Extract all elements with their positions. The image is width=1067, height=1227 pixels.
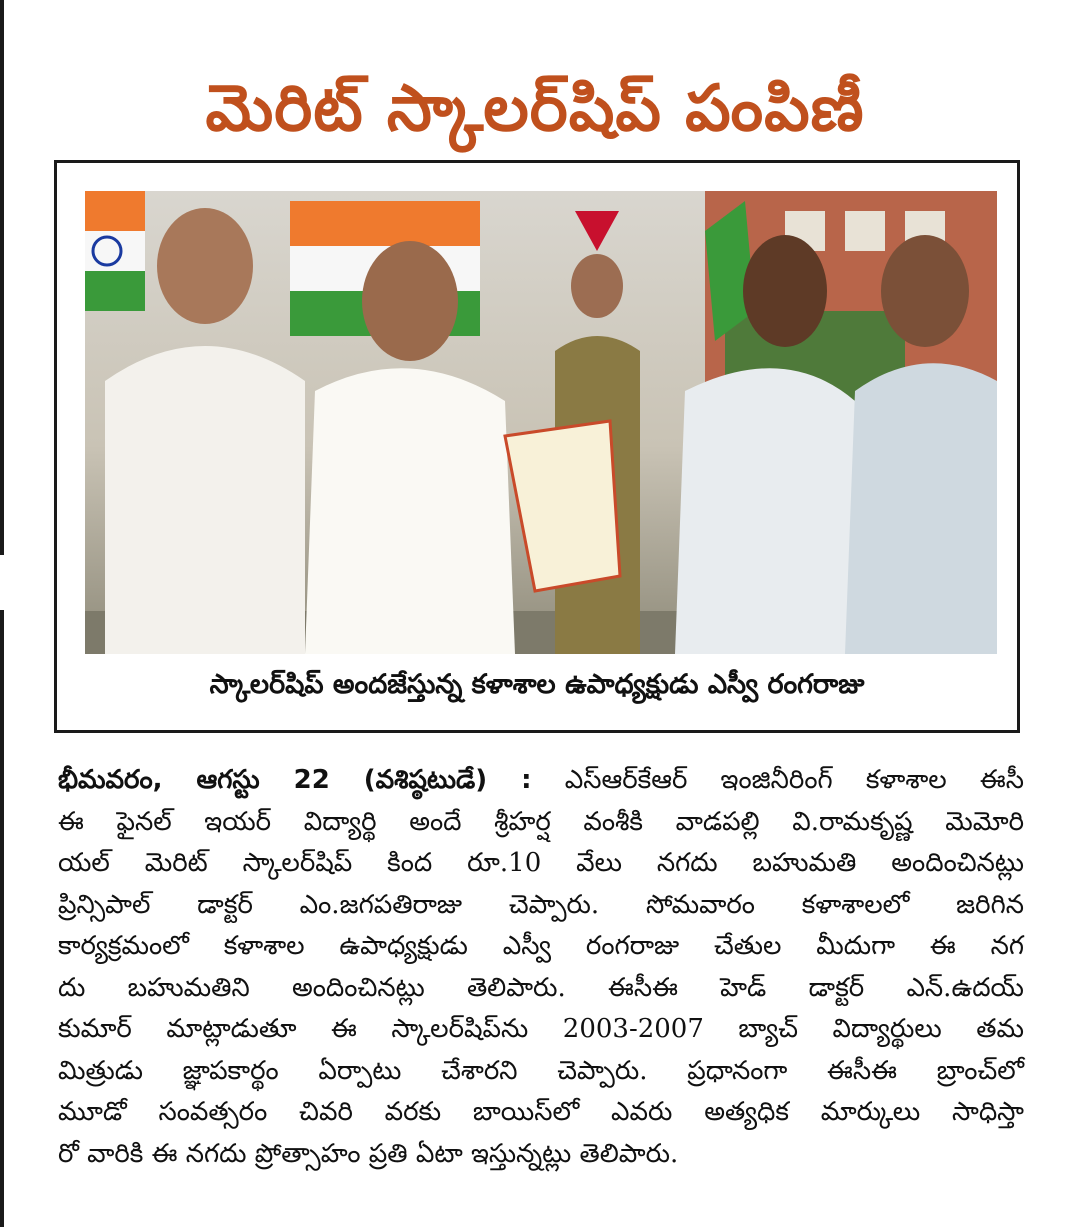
- body-line: ఈ ఫైనల్ ఇయర్ విద్యార్థి అందే శ్రీహర్ష వంశీకి వాడపల్లి వి.రామకృష్ణ మెమోరి: [58, 806, 1024, 837]
- person-shirt: [305, 368, 515, 654]
- person-shirt: [845, 363, 997, 654]
- building-window: [845, 211, 885, 251]
- photo-illustration: [85, 191, 997, 654]
- person-face: [362, 241, 458, 361]
- body-line: కార్యక్రమంలో కళాశాల ఉపాధ్యక్షుడు ఎస్వీ రంగరాజు చేతుల మీదుగా ఈ నగ: [58, 931, 1024, 961]
- mannequin-plume: [575, 211, 619, 251]
- person-face: [157, 208, 253, 324]
- headline: మెరిట్ స్కాలర్‌షిప్ పంపిణీ: [205, 71, 865, 146]
- flag-saffron: [85, 191, 145, 231]
- body-line-last: రో వారికి ఈ నగదు ప్రోత్సాహం ప్రతి ఏటా ఇస్తున్నట్లు తెలిపారు.: [58, 1138, 679, 1169]
- column-rule-top: [0, 0, 4, 555]
- mannequin-face: [571, 254, 623, 318]
- person-shirt: [675, 368, 855, 654]
- photo-caption: స్కాలర్‌షిప్ అందజేస్తున్న కళాశాల ఉపాధ్యక్షుడు ఎస్వీ రంగరాజు: [209, 669, 865, 700]
- body-line: ప్రిన్సిపాల్ డాక్టర్ ఎం.జగపతిరాజు చెప్పారు. సోమవారం కళాశాలలో జరిగిన: [58, 889, 1024, 920]
- dateline: భీమవరం, ఆగస్టు 22 (వశిష్ఠటుడే) :: [58, 765, 532, 795]
- news-photo: [85, 191, 997, 654]
- body-line-1: భీమవరం, ఆగస్టు 22 (వశిష్ఠటుడే) : ఎస్ఆర్‌కేఆర్ ఇంజినీరింగ్ కళాశాల ఈసీ: [58, 765, 1025, 795]
- column-rule-bottom: [0, 610, 4, 1227]
- person-shirt: [105, 346, 305, 654]
- person-face: [881, 235, 969, 347]
- flag-green: [85, 271, 145, 311]
- person-face: [743, 235, 827, 347]
- body-line: కుమార్ మాట్లాడుతూ ఈ స్కాలర్‌షిప్‌ను 2003-2007 బ్యాచ్ విద్యార్థులు తమ: [58, 1014, 1024, 1044]
- flag-saffron: [290, 201, 480, 246]
- article-body: [58, 760, 1024, 1175]
- certificate: [505, 421, 620, 591]
- photo-frame: [54, 160, 1020, 733]
- body-line: మిత్రుడు జ్ఞాపకార్థం ఏర్పాటు చేశారని చెప్పారు. ప్రధానంగా ఈసీఈ బ్రాంచ్‌లో: [58, 1055, 1024, 1086]
- body-line: మూడో సంవత్సరం చివరి వరకు బాయిస్‌లో ఎవరు అత్యధిక మార్కులు సాధిస్తా: [58, 1097, 1024, 1127]
- body-line: యల్ మెరిట్ స్కాలర్‌షిప్ కింద రూ.10 వేలు నగదు బహుమతి అందించినట్లు: [58, 848, 1024, 878]
- body-line: దు బహుమతిని అందించినట్లు తెలిపారు. ఈసీఈ హెడ్ డాక్టర్ ఎన్.ఉదయ్: [58, 972, 1024, 1003]
